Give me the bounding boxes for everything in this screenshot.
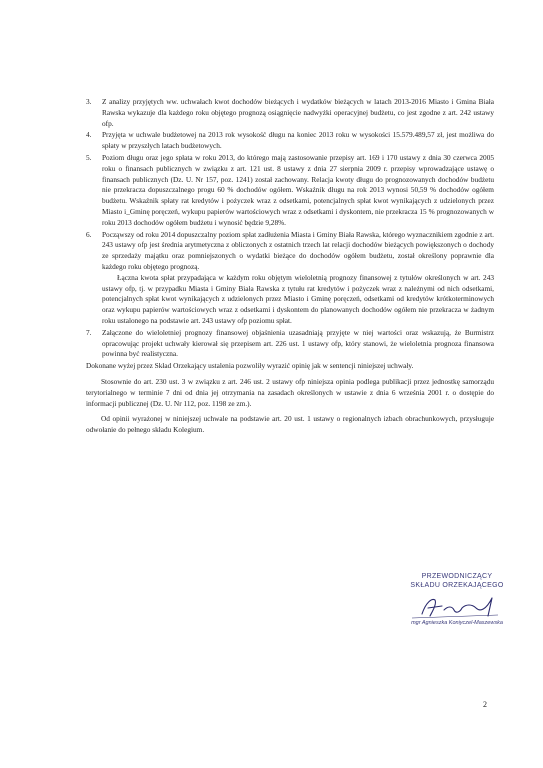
signatory-name: mgr Agnieszka Koniyczel-Maszewska [411, 620, 503, 626]
finding-text: Poziom długu oraz jego spłata w roku 2013, do którego mają zastosowanie przepisy art. 169 i 170 ustawy z dnia 30 czerwca 2005 roku o finansach publicznych w związku z art. 121 ust. 8 ustawy z dnia 27 sierpnia 2009 r. przepisy wprowadzające ustawę o finansach publicznych (Dz. U. Nr 157, poz. 1241) został zachowany. Relacja kwoty długu do prognozowanych dochodów budżetu nie przekracza dopuszczalnego progu 60 % dochodów ogółem. Wskaźnik długu na rok 2013 wynosi 50,59 % dochodów ogółem budżetu. Wskaźnik spłaty rat kredytów i pożyczek wraz z odsetkami, potencjalnych spłat kwot wynikających z udzielonych przez Miasto i_Gminę poręczeń, wykupu papierów wartościowych wraz z odsetkami i dyskontem, nie przekracza 15 % prognozowanych w roku 2013 dochodów ogółem budżetu i wynosić będzie 9,28%. [102, 152, 494, 227]
finding-item-7 [86, 328, 494, 360]
finding-item-3 [86, 97, 494, 129]
stamp-title: PRZEWODNICZĄCY [421, 573, 493, 580]
finding-text: Z analizy przyjętych ww. uchwałach kwot dochodów bieżących i wydatków bieżących w latach 2013-2016 Miasto i Gmina Biała Rawska wykazuje dla każdego roku objętego prognozą osiągnięcie nadwyżki operacyjnej budżetu, co jest zgodne z art. 242 ustawy ofp. [102, 97, 494, 128]
finding-text: Przyjęta w uchwale budżetowej na 2013 rok wysokość długu na koniec 2013 roku w wysokości 15.579.489,57 zł, jest możliwa do spłaty w przyszłych latach budżetowych. [102, 130, 494, 151]
finding-number: 5. [86, 152, 92, 162]
finding-item-4 [86, 130, 494, 152]
finding-number: 6. [86, 229, 92, 239]
finding-number: 3. [86, 97, 92, 106]
handwritten-signature [402, 592, 512, 622]
stamp-subtitle: SKŁADU ORZEKAJĄCEGO [410, 582, 504, 589]
findings-list [86, 97, 494, 360]
finding-text-continued: Łączna kwota spłat przypadająca w każdym roku objętym wieloletnią prognozy finansowej z tytułów określonych w art. 243 ustawy ofp, tj. w przypadku Miasta i Gminy Biała Rawska z tytułu rat kredytów i pożyczek wraz z należnymi od nich odsetkami, potencjalnych spłat kwot wynikających z udzielonych przez Miasto i Gminę poręczeń, odsetkami od kredytów krótkoterminowych oraz wykupu papierów wartościowych wraz z odsetkami i dyskontem do planowanych dochodów ogółem nie przekracza w żadnym roku ustalonego na podstawie art. 243 ustawy ofp poziomu spłat. [102, 272, 494, 325]
finding-item-5 [86, 153, 494, 229]
document-body [86, 97, 494, 436]
conclusion-paragraph: Dokonane wyżej przez Skład Orzekający ustalenia pozwoliły wyrazić opinię jak w sentencji niniejszej uchwały. [86, 361, 414, 371]
appeal-paragraph: Od opinii wyrażonej w niniejszej uchwale na podstawie art. 20 ust. 1 ustawy o regionalnych izbach obrachunkowych, przysługuje odwołanie do pełnego składu Kolegium. [86, 414, 494, 435]
page-number: 2 [483, 700, 487, 709]
finding-number: 7. [86, 327, 92, 337]
finding-text: Załączone do wieloletniej prognozy finansowej objaśnienia uzasadniają przyjęte w niej wartości oraz wskazują, że Burmistrz opracowując projekt uchwały kierował się przepisem art. 226 ust. 1 ustawy ofp, który stanowi, że wieloletnia prognoza finansowa powinna być realistyczna. [102, 327, 494, 359]
publication-paragraph: Stosownie do art. 230 ust. 3 w związku z art. 246 ust. 2 ustawy ofp niniejsza opinia podlega publikacji przez jednostkę samorządu terytorialnego w terminie 7 dni od dnia jej otrzymania na zasadach określonych w ustawie z dnia 6 września 2001 r. o dostępie do informacji publicznej (Dz. U. Nr 112, poz. 1198 ze zm.). [86, 376, 494, 408]
finding-text: Począwszy od roku 2014 dopuszczalny poziom spłat zadłużenia Miasta i Gminy Biała Rawska, którego wyznacznikiem zgodnie z art. 243 ustawy ofp jest średnia arytmetyczna z obliczonych z ostatnich trzech lat relacji dochodów bieżących powiększonych o dochody ze sprzedaży majątku oraz pomniejszonych o wydatki bieżące do dochodów ogółem budżetu, został określony poprawnie dla każdego roku objętego prognozą. [102, 229, 494, 271]
signature-block [392, 572, 522, 626]
finding-item-6 [86, 230, 494, 327]
finding-number: 4. [86, 130, 92, 140]
